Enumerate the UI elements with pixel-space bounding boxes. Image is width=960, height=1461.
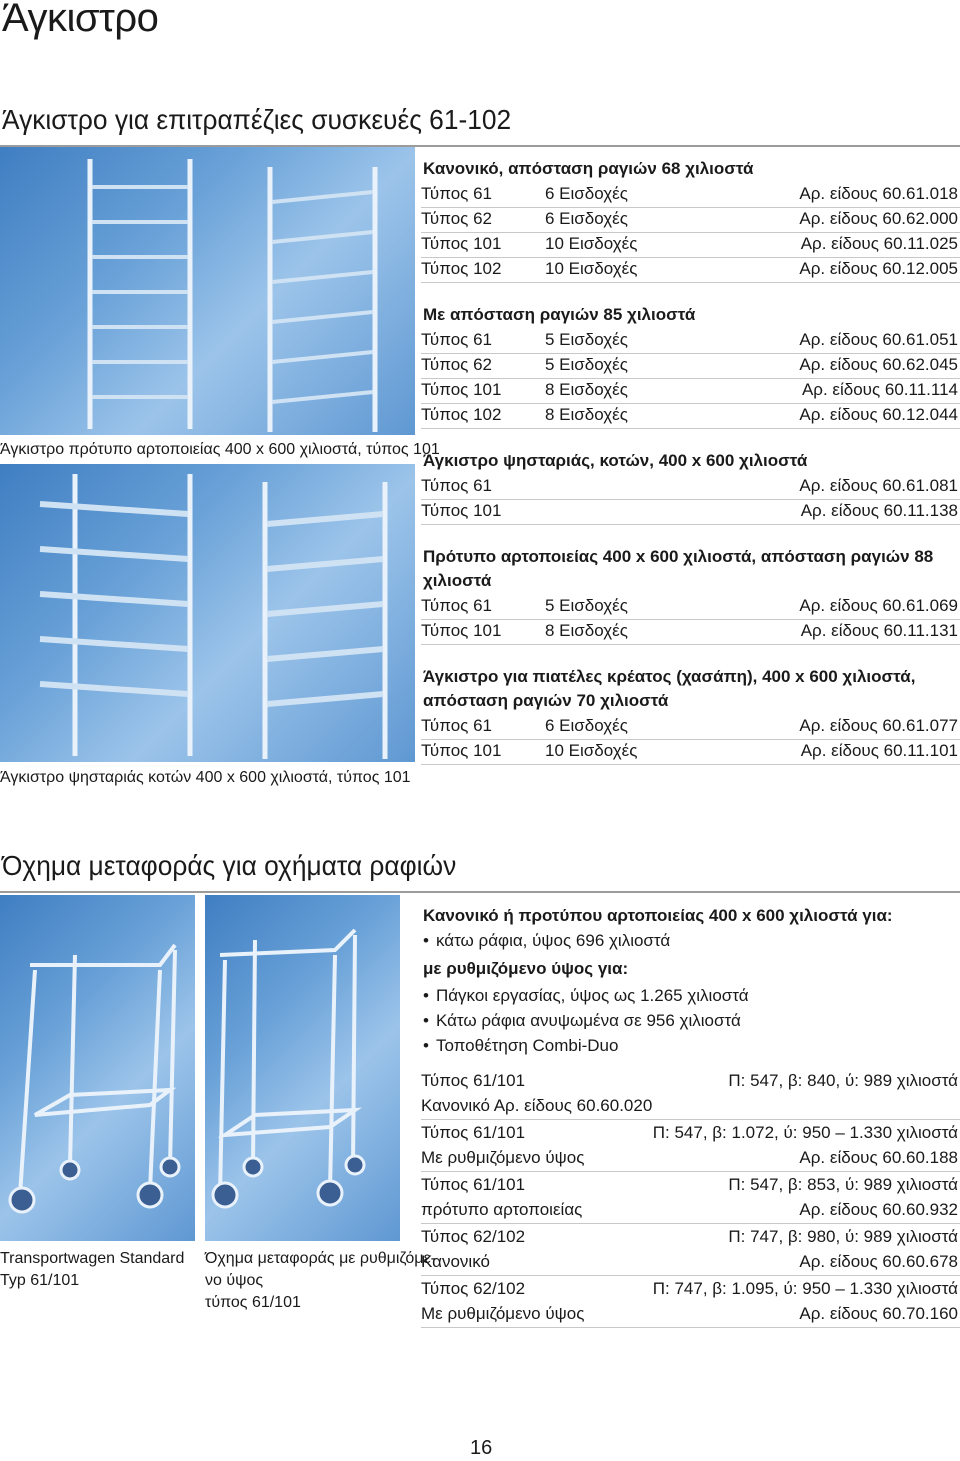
table-row: Τύπος 62 5 Εισδοχές Αρ. είδους 60.62.045: [421, 353, 960, 379]
group-title-normal: Κανονικό, απόσταση ραγιών 68 χιλιοστά: [423, 159, 754, 178]
table-row: Τύπος 61 5 Εισδοχές Αρ. είδους 60.61.069: [421, 594, 960, 620]
spec-row: πρότυπο αρτοποιείας Αρ. είδους 60.60.932: [421, 1198, 960, 1224]
page-title: Άγκιστρο: [2, 0, 159, 40]
spec-row: Τύπος 62/102 Π: 747, β: 980, ύ: 989 χιλιοστά: [421, 1227, 958, 1246]
adjustable-title: με ρυθμιζόμενο ύψος για:: [423, 959, 629, 978]
bullet-item: • κάτω ράφια, ύψος 696 χιλιοστά: [423, 929, 670, 953]
spec-row: Τύπος 62/102 Π: 747, β: 1.095, ύ: 950 – 1.330 χιλιοστά: [421, 1279, 958, 1298]
table-row: Τύπος 102 10 Εισδοχές Αρ. είδους 60.12.005: [421, 257, 960, 283]
bullet-item: • Πάγκοι εργασίας, ύψος ως 1.265 χιλιοστά: [423, 984, 749, 1008]
group-title-bakery: Πρότυπο αρτοποιείας 400 x 600 χιλιοστά, απόσταση ραγιών 88 χιλιοστά: [423, 547, 934, 590]
group-title-butcher: Άγκιστρο για πιατέλες κρέατος (χασάπη), 400 x 600 χιλιοστά, απόσταση ραγιών 70 χιλιοστά: [423, 667, 916, 710]
photo-caption-chicken: Άγκιστρο ψησταριάς κοτών 400 x 600 χιλιοστά, τύπος 101: [0, 769, 411, 786]
table-row: Τύπος 62 6 Εισδοχές Αρ. είδους 60.62.000: [421, 207, 960, 233]
table-row: Τύπος 61 6 Εισδοχές Αρ. είδους 60.61.077: [421, 714, 960, 740]
spec-row: Τύπος 61/101 Π: 547, β: 853, ύ: 989 χιλιοστά: [421, 1175, 958, 1194]
table-row: Τύπος 61 Αρ. είδους 60.61.081: [421, 474, 960, 500]
intro-title: Κανονικό ή προτύπου αρτοποιείας 400 x 600 χιλιοστά για:: [423, 906, 893, 925]
group-title-grill: Άγκιστρο ψησταριάς, κοτών, 400 x 600 χιλιοστά: [423, 451, 808, 470]
table-row: Τύπος 102 8 Εισδοχές Αρ. είδους 60.12.044: [421, 403, 960, 429]
bullet-item: • Κάτω ράφια ανυψωμένα σε 956 χιλιοστά: [423, 1009, 741, 1033]
photo-transport-adjustable: [205, 895, 400, 1241]
photo-transport-standard: [0, 895, 195, 1241]
spec-row: Τύπος 61/101 Π: 547, β: 1.072, ύ: 950 – 1.330 χιλιοστά: [421, 1123, 958, 1142]
spec-row: Με ρυθμιζόμενο ύψος Αρ. είδους 60.70.160: [421, 1302, 960, 1328]
photo-caption-adjustable: Όχημα μεταφοράς με ρυθμιζόμε- νο ύψος τύπος 61/101: [205, 1250, 436, 1311]
group-title-85mm: Με απόσταση ραγιών 85 χιλιοστά: [423, 305, 696, 324]
table-row: Τύπος 101 8 Εισδοχές Αρ. είδους 60.11.131: [421, 619, 960, 645]
spec-row: Κανονικό Αρ. είδους 60.60.678: [421, 1250, 960, 1276]
page-number: 16: [470, 1437, 493, 1459]
table-row: Τύπος 61 5 Εισδοχές Αρ. είδους 60.61.051: [421, 328, 960, 354]
table-row: Τύπος 101 10 Εισδοχές Αρ. είδους 60.11.101: [421, 739, 960, 765]
section-divider: [0, 891, 960, 893]
table-row: Τύπος 101 10 Εισδοχές Αρ. είδους 60.11.025: [421, 232, 960, 258]
table-row: Τύπος 61 6 Εισδοχές Αρ. είδους 60.61.018: [421, 182, 960, 208]
section-heading-hangers: Άγκιστρο για επιτραπέζιες συσκευές 61-102: [2, 104, 512, 135]
spec-row: Τύπος 61/101 Π: 547, β: 840, ύ: 989 χιλιοστά: [421, 1071, 958, 1090]
table-row: Τύπος 101 Αρ. είδους 60.11.138: [421, 499, 960, 525]
photo-bakery-hanger: [0, 147, 415, 435]
bullet-item: • Τοποθέτηση Combi-Duo: [423, 1034, 618, 1058]
photo-caption-standard: Transportwagen Standard Typ 61/101: [0, 1250, 185, 1289]
photo-chicken-grill-hanger: [0, 464, 415, 762]
table-row: Τύπος 101 8 Εισδοχές Αρ. είδους 60.11.114: [421, 378, 960, 404]
photo-caption-bakery: Άγκιστρο πρότυπο αρτοποιείας 400 x 600 χιλιοστά, τύπος 101: [0, 441, 440, 458]
section-heading-transport: Όχημα μεταφοράς για οχήματα ραφιών: [2, 850, 457, 881]
spec-row: Κανονικό Αρ. είδους 60.60.020: [421, 1094, 960, 1120]
spec-row: Με ρυθμιζόμενο ύψος Αρ. είδους 60.60.188: [421, 1146, 960, 1172]
